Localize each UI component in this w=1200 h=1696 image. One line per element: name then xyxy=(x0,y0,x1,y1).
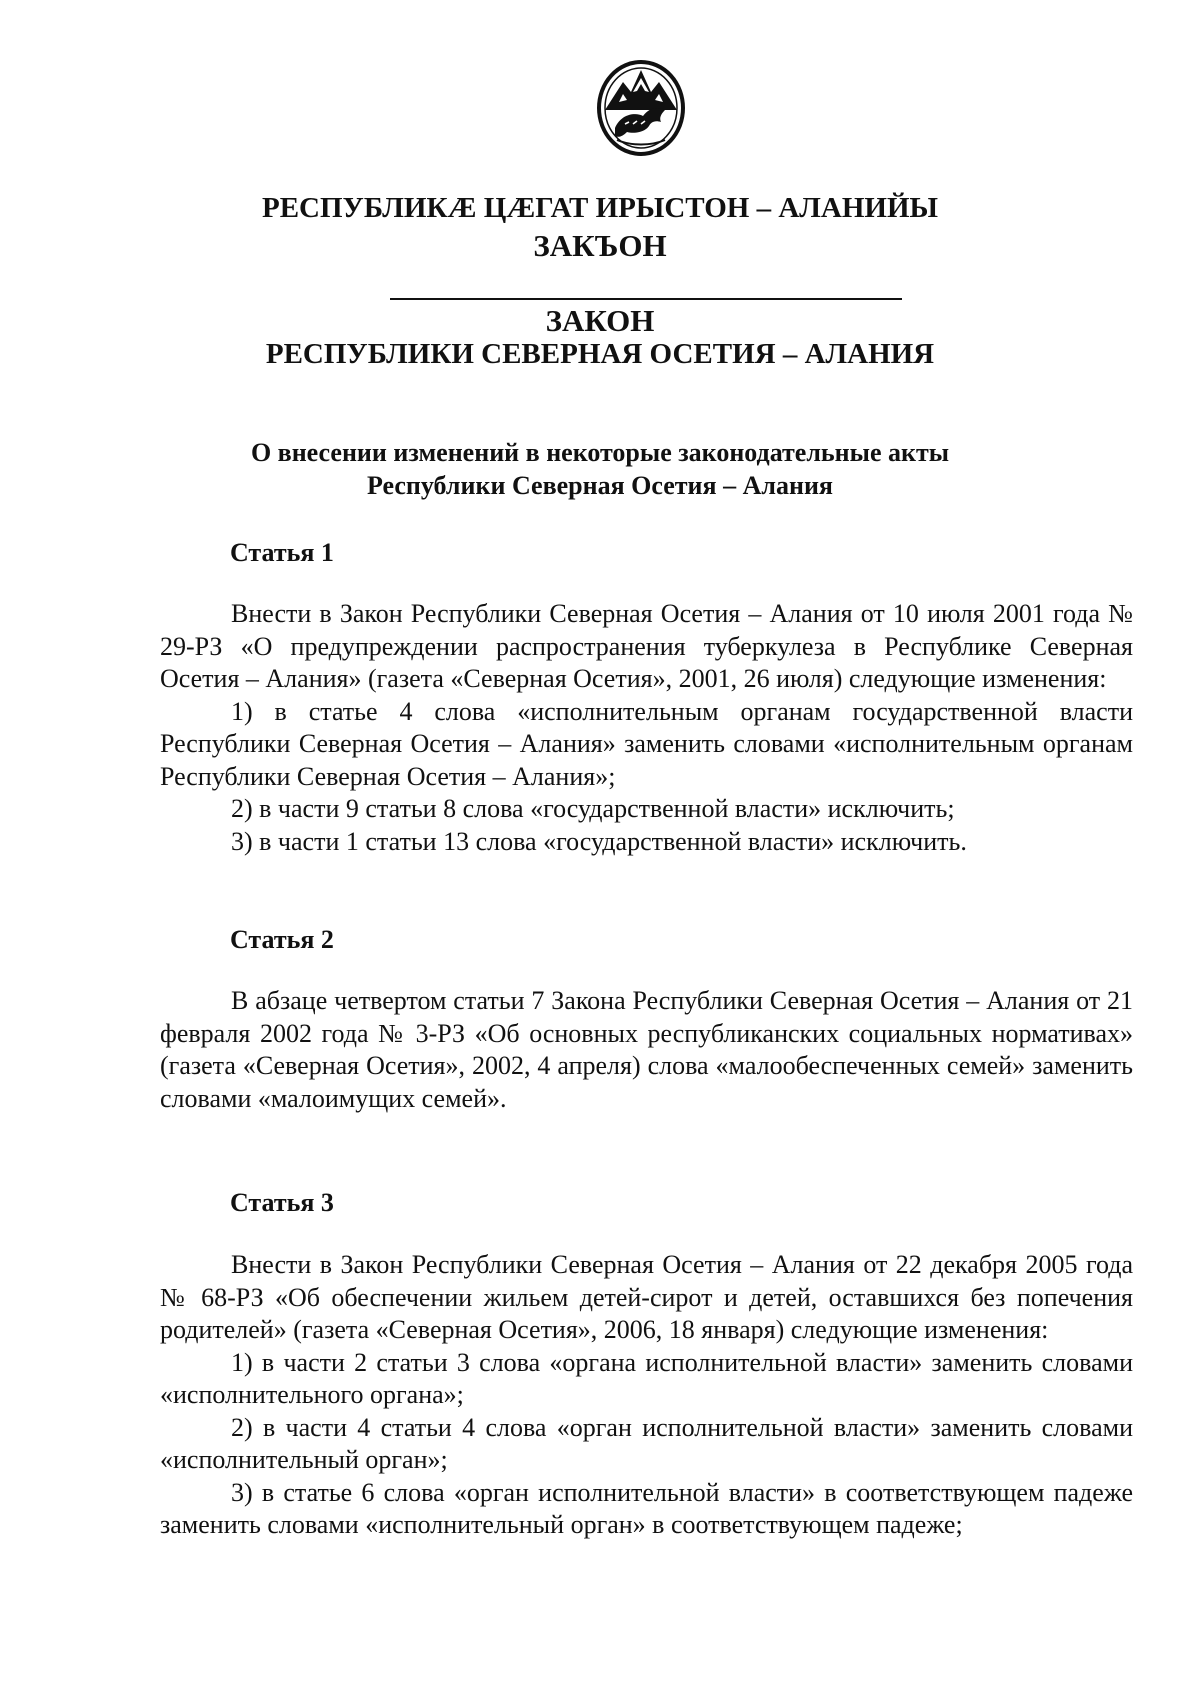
header-law-russian: ЗАКОН xyxy=(545,303,655,338)
article-1-paragraph: Внести в Закон Республики Северная Осетия – Алания от 10 июля 2001 года № 29-РЗ «О предупреждении распространения туберкулеза в Республике Северная Осетия – Алания» (газета «Северная Осетия», 2001, 26 июля) следующие изменения: xyxy=(160,599,1133,693)
article-1-item: 1) в статье 4 слова «исполнительным органам государственной власти Республики Северная Осетия – Алания» заменить словами «исполнительным органам Республики Северная Осетия – Алания»; xyxy=(160,696,1133,791)
article-1-item: 2) в части 9 статьи 8 слова «государственной власти» исключить; xyxy=(231,794,955,823)
coat-of-arms-icon xyxy=(595,58,687,158)
article-3-item: 1) в части 2 статьи 3 слова «органа исполнительной власти» заменить словами «исполнительного органа»; xyxy=(160,1347,1133,1409)
header-law-ossetian: ЗАКЪОН xyxy=(533,228,667,263)
law-title-line-2: Республики Северная Осетия – Алания xyxy=(366,471,833,500)
article-1-item: 3) в части 1 статьи 13 слова «государственной власти» исключить. xyxy=(231,826,967,856)
article-1-heading: Статья 1 xyxy=(230,538,334,567)
article-2-heading: Статья 2 xyxy=(230,925,334,954)
article-3-body xyxy=(160,1249,1133,1542)
header-divider xyxy=(390,298,902,300)
law-title-line-1: О внесении изменений в некоторые законодательные акты xyxy=(250,438,950,467)
header-republic-ossetian: РЕСПУБЛИКÆ ЦÆГАТ ИРЫСТОН – АЛАНИЙЫ xyxy=(262,192,938,224)
article-1-body xyxy=(160,598,1133,858)
article-3-paragraph: Внести в Закон Республики Северная Осетия – Алания от 22 декабря 2005 года № 68-РЗ «Об обеспечении жильем детей-сирот и детей, оставшихся без попечения родителей» (газета «Северная Осетия», 2006, 18 января) следующие изменения: xyxy=(160,1250,1133,1344)
article-2-paragraph: В абзаце четвертом статьи 7 Закона Республики Северная Осетия – Алания от 21 февраля 2002 года № 3-РЗ «Об основных республиканских социальных нормативах» (газета «Северная Осетия», 2002, 4 апреля) слова «малообеспеченных семей» заменить словами «малоимущих семей». xyxy=(160,986,1133,1113)
article-2-body xyxy=(160,985,1133,1115)
article-3-heading: Статья 3 xyxy=(230,1188,334,1217)
header-republic-russian: РЕСПУБЛИКИ СЕВЕРНАЯ ОСЕТИЯ – АЛАНИЯ xyxy=(265,338,935,370)
article-3-item: 2) в части 4 статьи 4 слова «орган исполнительной власти» заменить словами «исполнительный орган»; xyxy=(160,1412,1133,1474)
article-3-item: 3) в статье 6 слова «орган исполнительной власти» в соответствующем падеже заменить словами «исполнительный орган» в соответствующем падеже; xyxy=(160,1477,1133,1539)
